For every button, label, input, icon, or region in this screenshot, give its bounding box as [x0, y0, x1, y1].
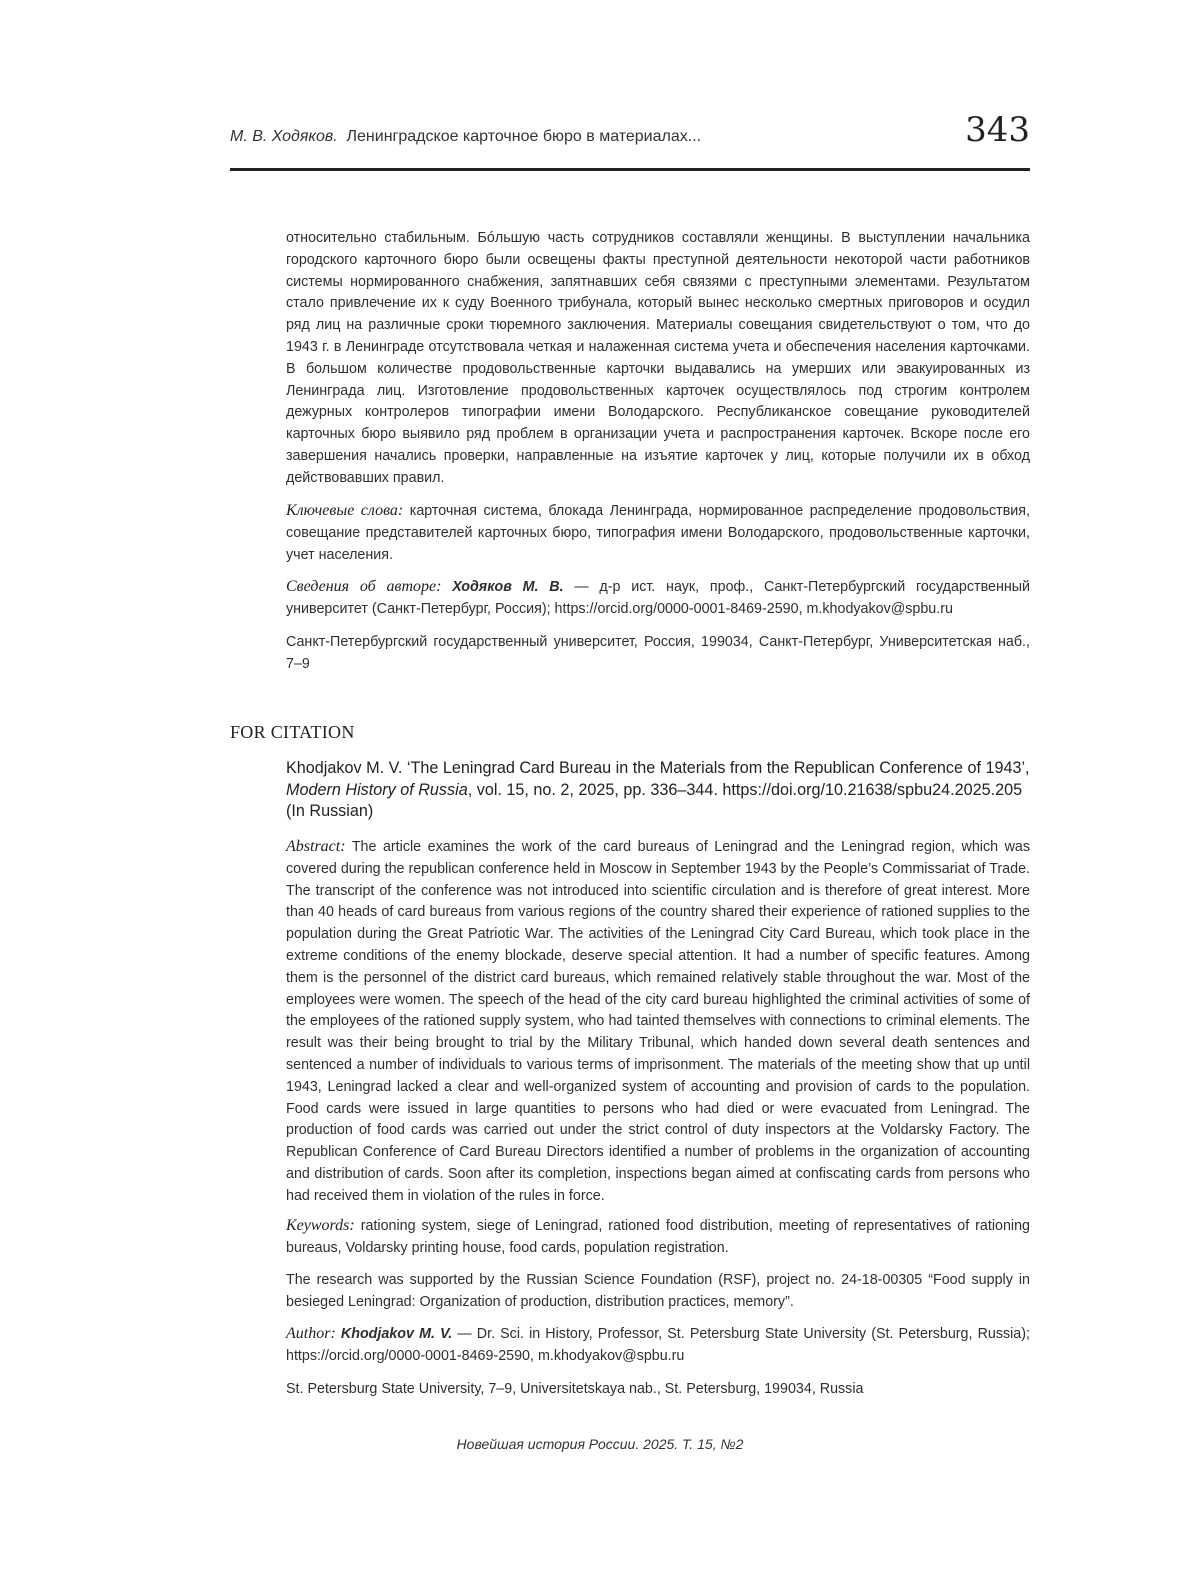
funding-note: The research was supported by the Russian Science Foundation (RSF), project no. 24-18-00305 “Food supply in besieged Leningrad: Organization of production, distribution practices, memory”.: [286, 1272, 1030, 1310]
running-head: [230, 128, 701, 146]
en-author-label: Author:: [286, 1325, 336, 1342]
ru-keywords-text: карточная система, блокада Ленинграда, нормированное распределение продовольствия, совещание представителей карточных бюро, типография имени Володарского, продовольственные карточки, учет населения.: [286, 503, 1030, 563]
en-keywords-text: rationing system, siege of Leningrad, rationed food distribution, meeting of representatives of rationing bureaus, Voldarsky printing house, food cards, population registration.: [286, 1218, 1030, 1256]
en-address: St. Petersburg State University, 7–9, Universitetskaya nab., St. Petersburg, 199034, Russia: [286, 1381, 864, 1397]
page-footer: Новейшая история России. 2025. Т. 15, №2: [456, 1436, 744, 1452]
ru-keywords-label: Ключевые слова:: [286, 502, 404, 519]
ru-address: Санкт-Петербургский государственный университет, Россия, 199034, Санкт-Петербург, Университетская наб., 7–9: [286, 634, 1030, 672]
ru-author-name: Ходяков М. В.: [452, 579, 564, 595]
en-abstract: [286, 836, 1030, 1208]
en-author-text: — Dr. Sci. in History, Professor, St. Petersburg State University (St. Petersburg, Russia); https://orcid.org/0000-0001-8469-2590, m.khodyakov@spbu.ru: [286, 1326, 1030, 1364]
page-header: [230, 108, 1030, 171]
citation-before: Khodjakov M. V. ‘The Leningrad Card Bureau in the Materials from the Republican Conference of 1943’,: [286, 759, 1030, 777]
running-head-author: М. В. Ходяков.: [230, 128, 338, 145]
ru-keywords: [286, 500, 1030, 566]
en-keywords-label: Keywords:: [286, 1217, 355, 1234]
en-abstract-label: Abstract:: [286, 838, 346, 855]
citation-after: , vol. 15, no. 2, 2025, pp. 336–344. https://doi.org/10.21638/spbu24.2025.205 (In Russian): [286, 780, 1023, 820]
ru-author-label: Сведения об авторе:: [286, 578, 442, 595]
citation-heading: FOR CITATION: [230, 722, 355, 742]
ru-author-text: — д-р ист. наук, проф., Санкт-Петербургский государственный университет (Санкт-Петербург, Россия); https://orcid.org/0000-0001-8469-2590, m.khodyakov@spbu.ru: [286, 579, 1031, 617]
ru-abstract-continuation: относительно стабильным. Бóльшую часть сотрудников составляли женщины. В выступлении начальника городского карточного бюро были освещены факты преступной деятельности некоторой части работников системы нормированного снабжения, запятнавших себя связями с преступными элементами. Результатом стало привлечение их к суду Военного трибунала, который вынес несколько смертных приговоров и осудил ряд лиц на различные сроки тюремного заключения. Материалы совещания свидетельствуют о том, что до 1943 г. в Ленинграде отсутствовала четкая и налаженная система учета и обеспечения населения карточками. В большом количестве продовольственные карточки выдавались на умерших или эвакуированных из Ленинграда лиц. Изготовление продовольственных карточек осуществлялось под строгим контролем дежурных контролеров типографии имени Володарского. Республиканское совещание руководителей карточных бюро выявило ряд проблем в организации учета и распространения карточек. Вскоре после его завершения начались проверки, направленные на изъятие карточек у лиц, которые получили их в обход действовавших правил.: [286, 230, 1030, 486]
en-keywords: [286, 1215, 1030, 1260]
page-number: 343: [965, 110, 1030, 150]
citation-journal: Modern History of Russia: [286, 780, 468, 799]
en-author-info: [286, 1323, 1030, 1368]
citation: [286, 758, 1030, 823]
ru-author-info: [286, 576, 1030, 621]
en-abstract-text: The article examines the work of the card bureaus of Leningrad and the Leningrad region, which was covered during the republican conference held in Moscow in September 1943 by the People’s Commissariat of Trade. The transcript of the conference was not introduced into scientific circulation and is therefore of great interest. More than 40 heads of card bureaus from various regions of the country shared their experience of rationed supplies to the population during the Great Patriotic War. The activities of the Leningrad City Card Bureau, which took place in the extreme conditions of the enemy blockade, deserve special attention. It had a number of specific features. Among them is the personnel of the district card bureaus, which remained relatively stable throughout the war. Most of the employees were women. The speech of the head of the city card bureau highlighted the criminal activities of some of the employees of the rationed supply system, who had tainted themselves with connections to criminal elements. The result was their being brought to trial by the Military Tribunal, which handed down several death sentences and sentenced a number of individuals to various terms of imprisonment. The materials of the meeting show that up until 1943, Leningrad lacked a clear and well-organized system of accounting and provision of cards to the population. Food cards were issued in large quantities to persons who had died or were evacuated from Leningrad. The production of food cards was carried out under the strict control of duty inspectors at the Voldarsky Factory. The Republican Conference of Card Bureau Directors identified a number of problems in the organization of accounting and distribution of cards. Soon after its completion, inspections began aimed at confiscating cards from persons who had received them in violation of the rules in force.: [286, 839, 1030, 1204]
en-author-name: Khodjakov M. V.: [340, 1326, 453, 1342]
running-head-title: Ленинградское карточное бюро в материалах...: [346, 128, 702, 145]
